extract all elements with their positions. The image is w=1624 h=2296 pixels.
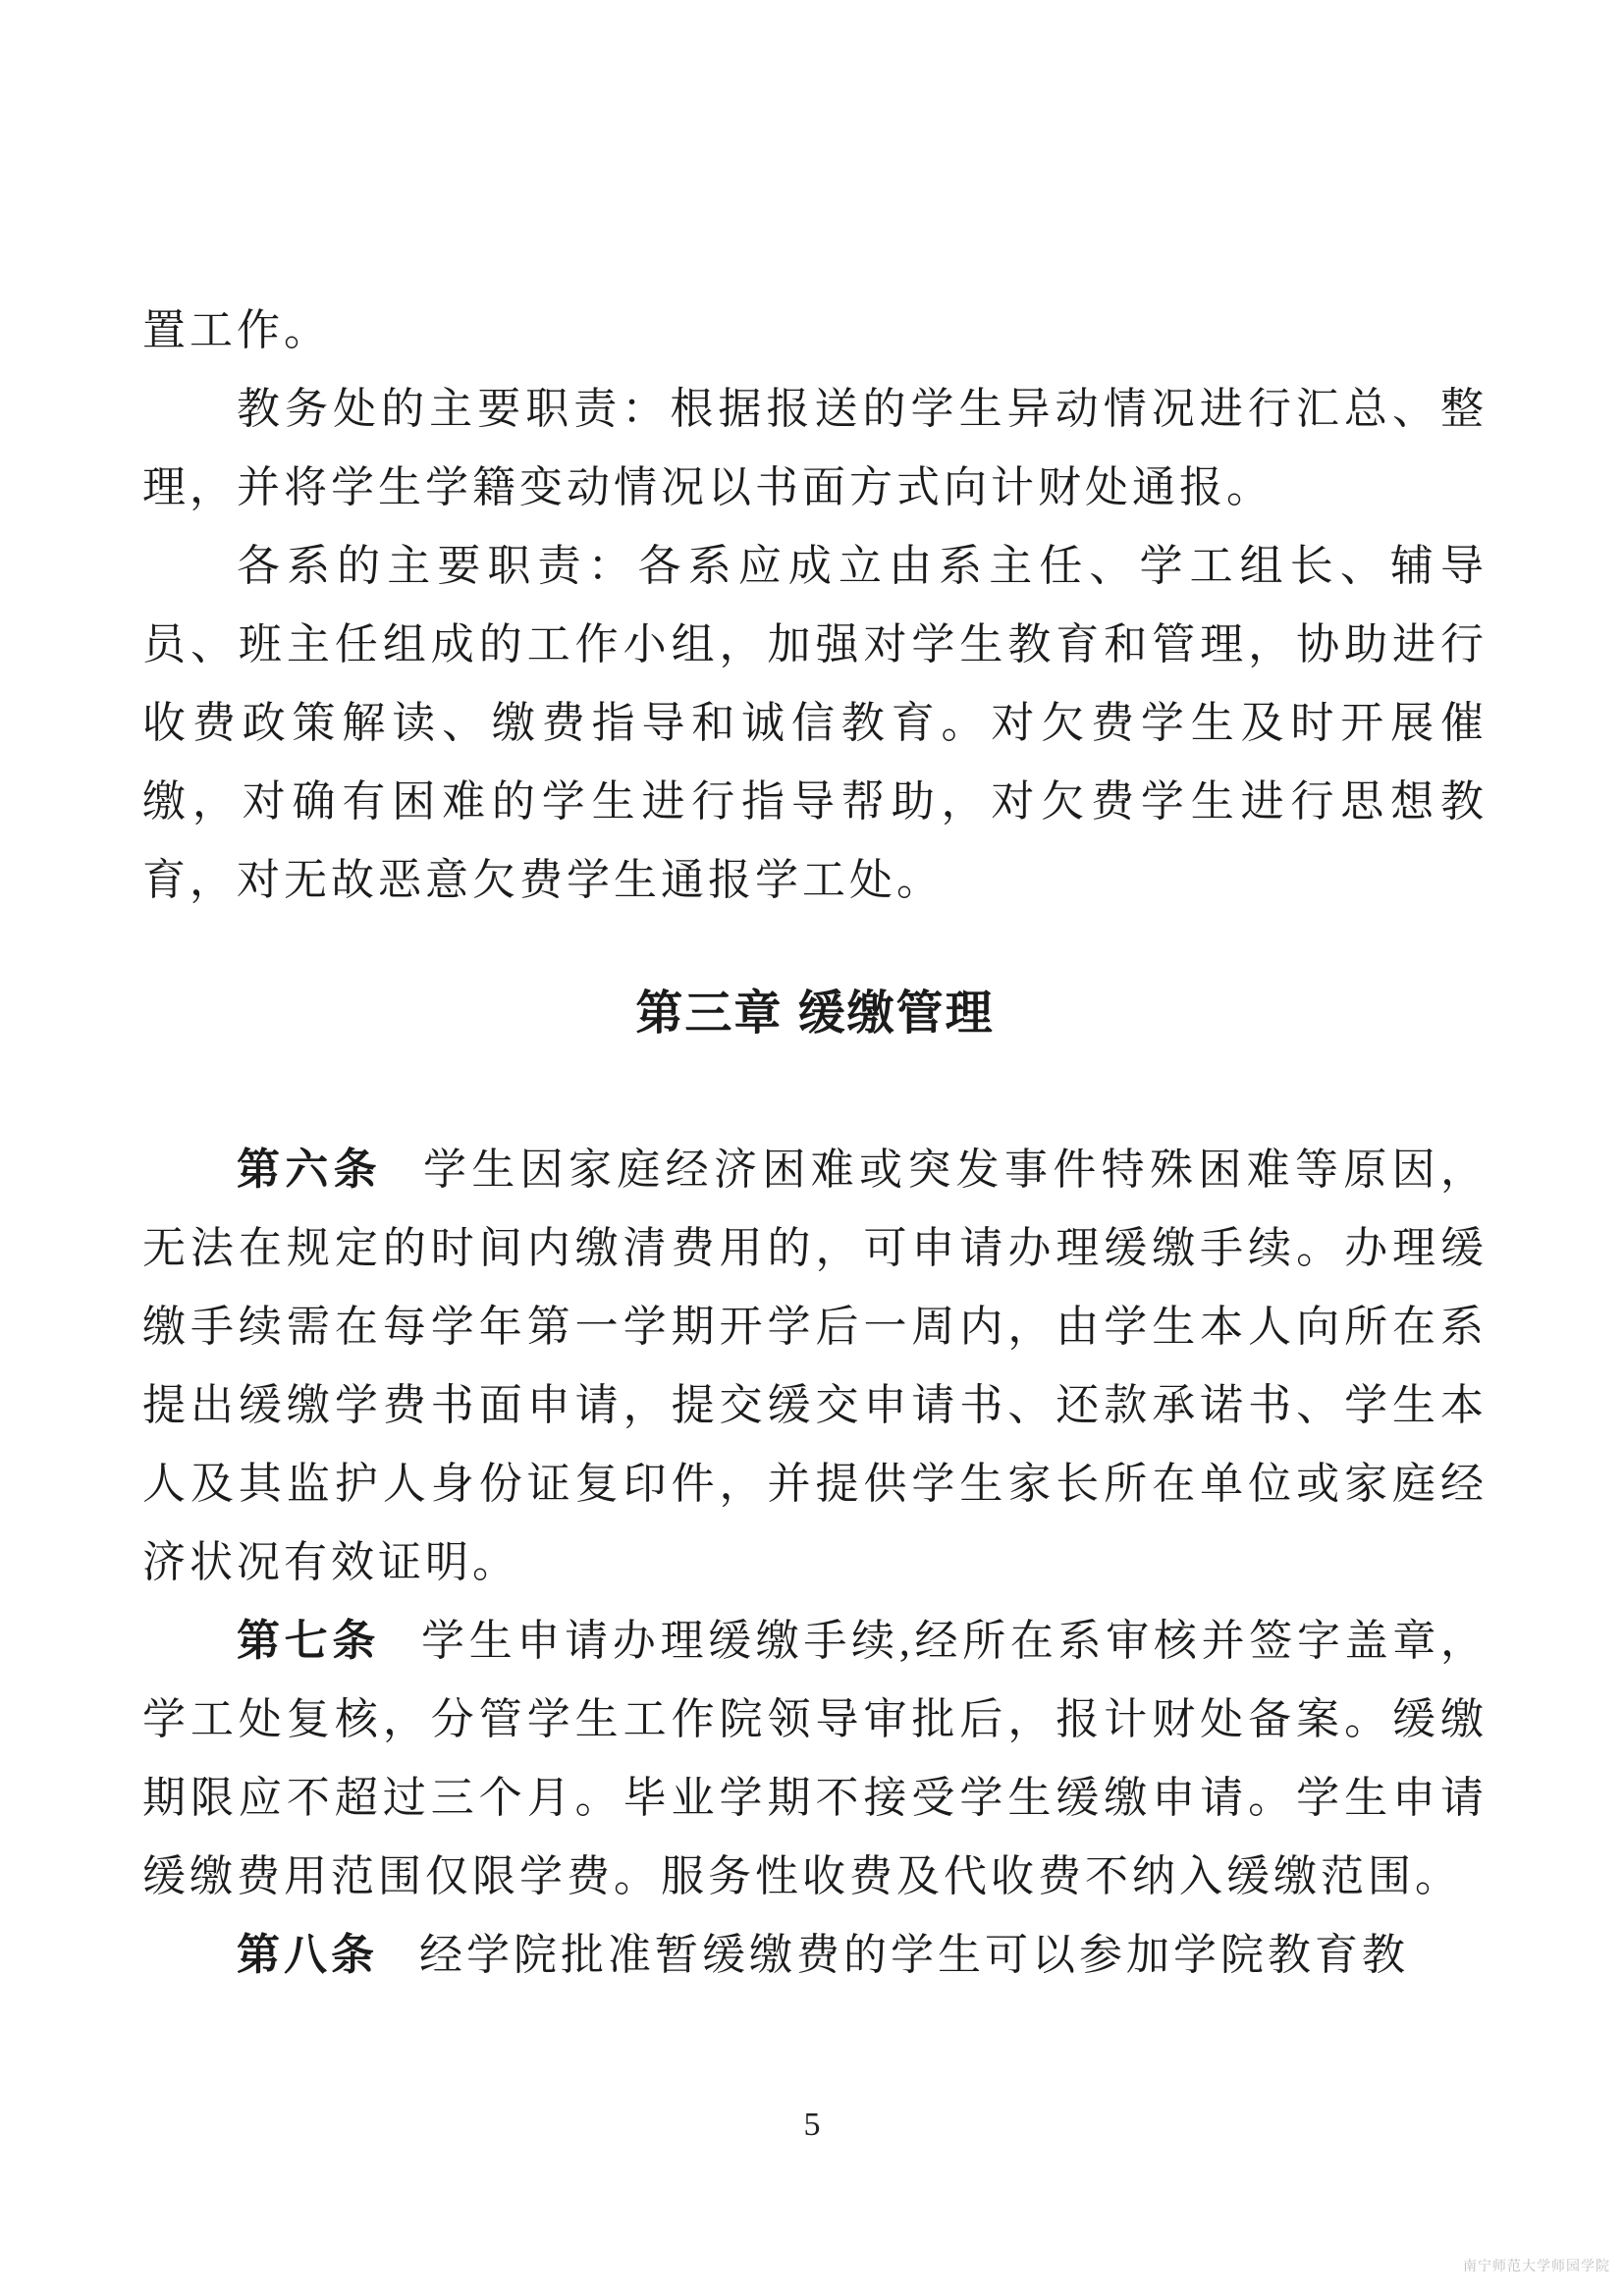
paragraph-gexi-duties: 各系的主要职责：各系应成立由系主任、学工组长、辅导员、班主任组成的工作小组，加强对学生教育和管理，协助进行收费政策解读、缴费指导和诚信教育。对欠费学生及时开展催缴，对确有困难的学生进行指导帮助，对欠费学生进行思想教育，对无故恶意欠费学生通报学工处。 — [142, 542, 1488, 904]
watermark: 南宁师范大学师园学院 — [1463, 2258, 1610, 2273]
page-number: 5 — [803, 2107, 821, 2143]
paragraph-jiaowuchu-duties: 教务处的主要职责：根据报送的学生异动情况进行汇总、整理，并将学生学籍变动情况以书面方式向计财处通报。 — [142, 385, 1488, 511]
article-7-text: 学生申请办理缓缴手续,经所在系审核并签字盖章，学工处复核，分管学生工作院领导审批后，报计财处备案。缓缴期限应不超过三个月。毕业学期不接受学生缓缴申请。学生申请缓缴费用范围仅限学费。服务性收费及代收费不纳入缓缴范围。 — [142, 1617, 1489, 1900]
article-8-text: 经学院批准暂缓缴费的学生可以参加学院教育教 — [419, 1931, 1409, 1979]
article-6 — [142, 1131, 1488, 1602]
article-8-number: 第八条 — [237, 1931, 378, 1979]
article-6-text: 学生因家庭经济困难或突发事件特殊困难等原因，无法在规定的时间内缴清费用的，可申请办理缓缴手续。办理缓缴手续需在每学年第一学期开学后一周内，由学生本人向所在系提出缓缴学费书面申请，提交缓交申请书、还款承诺书、学生本人及其监护人身份证复印件，并提供学生家长所在单位或家庭经济状况有效证明。 — [142, 1146, 1488, 1586]
article-6-number: 第六条 — [237, 1146, 382, 1194]
article-7-number: 第七条 — [237, 1617, 381, 1665]
paragraph-continuation: 置工作。 — [142, 306, 331, 354]
article-8 — [142, 1916, 1488, 1995]
document-body — [142, 292, 1488, 1995]
article-7 — [142, 1602, 1488, 1916]
chapter-heading: 第三章 缓缴管理 — [635, 988, 995, 1040]
